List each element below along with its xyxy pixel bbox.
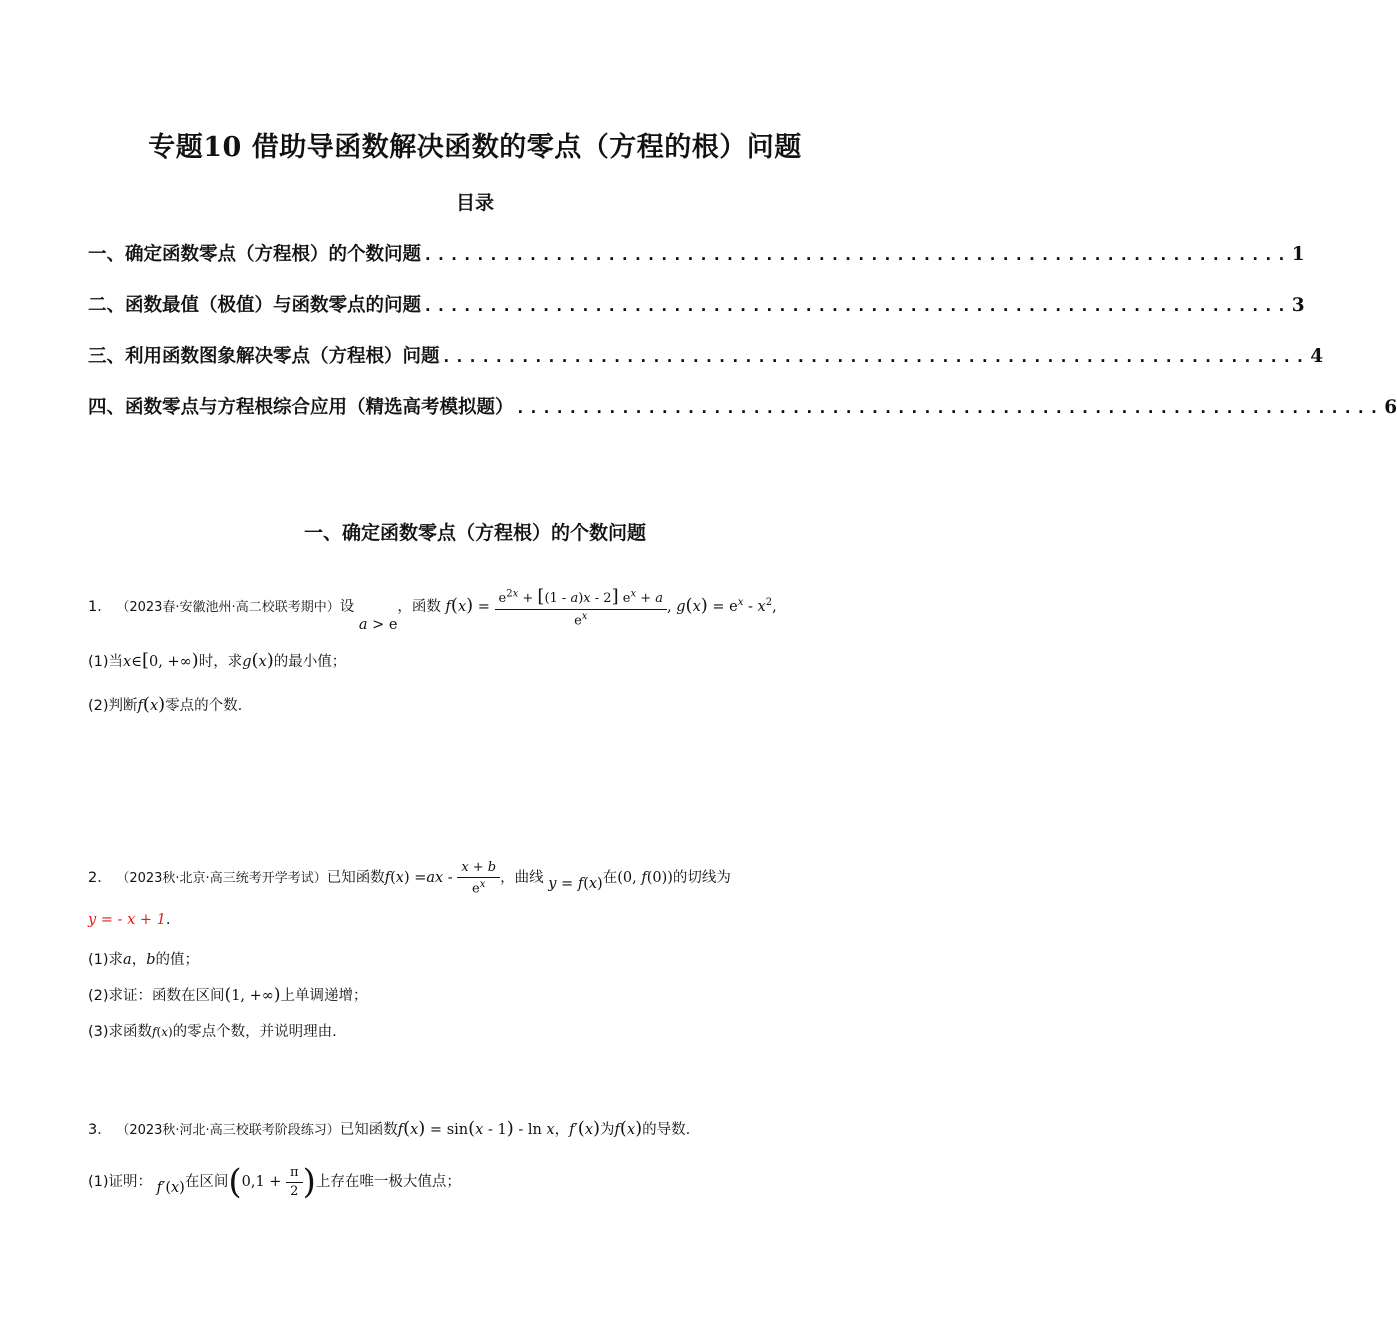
toc-item-page: 1 (1291, 244, 1305, 265)
toc-item-label: 二、函数最值（极值）与函数零点的问题 (88, 295, 422, 316)
toc-leader: .................................................................. (423, 245, 1290, 264)
math-fraction: $\frac{e^{2x} + [(1 - a)x - 2] e^x + a}{e^x}$ (495, 586, 667, 628)
part-text: (1)当 (88, 654, 124, 670)
math-fx: f (445, 599, 451, 616)
part-text: (2)判断 (88, 698, 138, 714)
stem-text: ，函数 (397, 599, 441, 616)
question-2-part-2: (2)求证：函数在区间(1, +∞)上单调递增； (88, 985, 368, 1005)
question-3-part-1: (1)证明： f′(x)在区间(0,1 + $\frac{\pi}{2}$ )上存在唯一极大值点； (88, 1162, 461, 1202)
toc-item[interactable] (88, 393, 1397, 423)
part-text: 上单调递增； (280, 988, 368, 1004)
question-1-part-2: (2)判断f(x)零点的个数. (88, 694, 243, 715)
toc-item-label: 一、确定函数零点（方程根）的个数问题 (88, 244, 422, 265)
stem-text: 在 (602, 870, 618, 887)
math-fraction: $\frac{\pi}{2}$ (286, 1165, 303, 1199)
part-text: 的最小值； (273, 654, 347, 670)
stem-text: 为 (600, 1122, 615, 1138)
question-number: 2． (88, 870, 112, 887)
part-text: 零点的个数. (165, 698, 243, 714)
part-text: 的值； (155, 952, 199, 968)
part-text: (3)求函数 (88, 1024, 153, 1040)
stem-text: 已知函数 (339, 1122, 398, 1138)
question-number: 1． (88, 599, 112, 616)
stem-text: ，曲线 (500, 870, 544, 887)
tangent-line-equation: y = - x + 1 (88, 912, 166, 928)
question-2-stem: 2． （2023秋·北京·高三统考开学考试）已知函数f(x) =ax - $\frac{x + b}{e^x}$ ，曲线 y = f(x)在(0, f(0))的切线为 (88, 860, 731, 897)
part-text: 在区间 (184, 1174, 229, 1190)
stem-text: 的切线为 (672, 870, 731, 887)
math-a-gt-e: a > e (358, 617, 398, 634)
math-fraction: $\frac{x + b}{e^x}$ (457, 860, 500, 896)
stem-text: 设 (339, 599, 355, 616)
question-2-part-3: (3)求函数f(x)的零点个数，并说明理由. (88, 1024, 337, 1040)
part-text: 上存在唯一极大值点； (315, 1174, 461, 1190)
stem-text: 的导数. (642, 1122, 691, 1138)
part-text: 的零点个数，并说明理由. (172, 1024, 337, 1040)
question-1-part-1: (1)当x∈[0, +∞)时，求g(x)的最小值； (88, 650, 347, 671)
part-text: (2)求证：函数在区间 (88, 988, 225, 1004)
toc-item-label: 四、函数零点与方程根综合应用（精选高考模拟题） (88, 397, 514, 418)
toc-leader: .................................................................. (515, 398, 1383, 417)
toc-leader: .................................................................. (441, 347, 1309, 366)
toc-item-page: 4 (1310, 346, 1324, 367)
question-source: （2023春·安徽池州·高二校联考期中） (116, 600, 340, 616)
toc-item-page: 3 (1291, 295, 1305, 316)
part-text: (1)证明： (88, 1174, 153, 1190)
question-source: （2023秋·北京·高三统考开学考试） (116, 871, 327, 887)
question-3-stem: 3． （2023秋·河北·高三校联考阶段练习）已知函数f(x) = sin(x - 1) - ln x，f′(x)为f(x)的导数. (88, 1118, 691, 1139)
section-heading: 一、确定函数零点（方程根）的个数问题 (303, 522, 646, 544)
question-2-tangent: y = - x + 1. (88, 912, 171, 928)
toc-leader: .................................................................. (423, 296, 1290, 315)
toc-item[interactable] (88, 240, 1305, 270)
question-source: （2023秋·河北·高三校联考阶段练习） (116, 1123, 340, 1138)
stem-text: 已知函数 (326, 870, 385, 887)
toc-item-label: 三、利用函数图象解决零点（方程根）问题 (88, 346, 440, 367)
question-1-stem: 1． （2023春·安徽池州·高二校联考期中）设 a > e，函数 f(x) = $\frac{e^{2x} + [(1 - a)x - 2] e^x + a}{e^x}$ , $g(x) = e^x - x^2$, (88, 586, 777, 634)
toc-item[interactable] (88, 342, 1324, 372)
math-gx: g (676, 599, 686, 616)
toc-item[interactable] (88, 291, 1305, 321)
question-2-part-1: (1)求a，b的值； (88, 952, 199, 968)
part-text: (1)求 (88, 952, 124, 968)
part-text: 时，求 (198, 654, 243, 670)
toc-heading: 目录 (455, 192, 494, 214)
stem-text: ， (554, 1122, 570, 1138)
toc-item-page: 6 (1384, 397, 1397, 418)
question-number: 3． (88, 1122, 112, 1138)
page-title: 专题10 借助导函数解决函数的零点（方程的根）问题 (148, 132, 802, 163)
